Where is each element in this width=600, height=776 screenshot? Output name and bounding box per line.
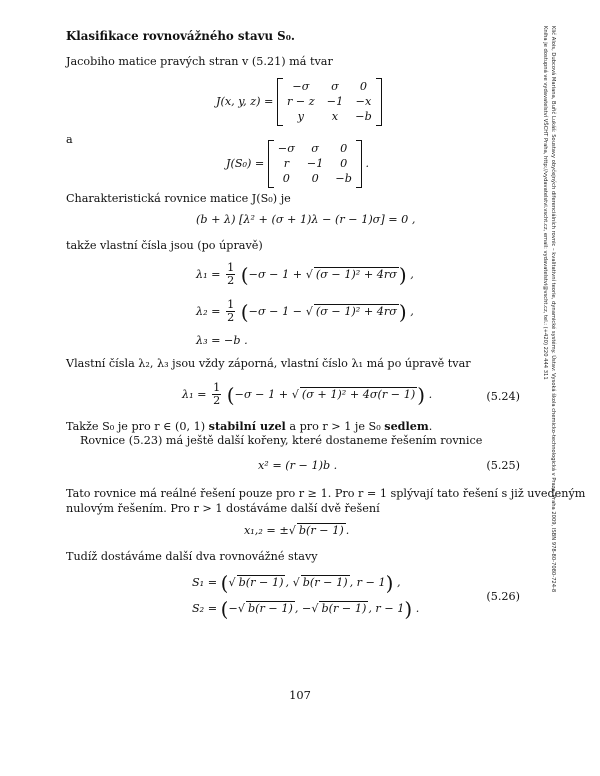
left-paren: ( [240, 262, 249, 287]
s1-end: , [397, 576, 401, 589]
equation-s2: S₂ = (−√ b(r − 1) , −√ b(r − 1) , r − 1) . [192, 597, 420, 621]
jacobian-cell-0-2: 0 [359, 80, 368, 93]
left-paren: ( [226, 382, 235, 407]
sqrt-sign: √ [228, 576, 236, 589]
s2-component-3: , r − 1 [368, 602, 405, 615]
lambda2-tail: , [410, 304, 414, 318]
jacobian-lhs: J(x, y, z) = [216, 95, 274, 108]
lambda2-prefix: −σ − 1 − [248, 304, 303, 318]
paragraph-jacobi: Jacobiho matice pravých stran v (5.21) má tvar [66, 55, 333, 68]
lambda2-radicand: (σ − 1)² + 4rσ [315, 304, 397, 318]
right-paren: ) [398, 262, 407, 287]
s0-saddle: sedlem [384, 419, 429, 433]
right-paren: ) [398, 299, 407, 324]
jacobian-s0-cell-0-2: 0 [340, 142, 348, 155]
equation-characteristic: (b + λ) [λ² + (σ + 1)λ − (r − 1)σ] = 0 , [196, 213, 416, 226]
equation-jacobian-s0 [226, 140, 369, 188]
paragraph-more-roots: Rovnice (5.23) má ještě další kořeny, které dostaneme řešením rovnice [80, 434, 483, 447]
s0-text-c: a pro r > 1 je S₀ [285, 420, 385, 433]
jacobian-cell-2-2: −b [355, 110, 372, 123]
page-number: 107 [289, 688, 311, 702]
x12-lhs: x₁,₂ = ± [244, 524, 289, 537]
word-and: a [66, 133, 73, 146]
sidebar-line-2: Kniha je dostupná ve vydavatelství VŠCHT Praha, http://vydavatelstvi.vscht.cz, email: vydavatelstvi@vscht.cz, tel.: (+420) 220 444 311 [542, 26, 549, 380]
right-paren: ) [417, 382, 426, 407]
paragraph-real-line2: nulovým řešením. Pro r > 1 dostáváme další dvě řešení [66, 502, 380, 515]
equation-number-5-25: (5.25) [486, 459, 520, 472]
jacobian-matrix-grid [283, 79, 376, 125]
fraction-half [212, 382, 221, 408]
eq524-lhs: λ₁ = [182, 387, 207, 401]
left-paren: ( [220, 571, 229, 595]
fraction-denominator: 2 [227, 311, 235, 325]
s2-lhs: S₂ = [192, 602, 218, 615]
s2-component-2: b(r − 1) [321, 602, 367, 615]
right-paren: ) [404, 597, 413, 621]
sqrt-sign: √ [237, 602, 245, 615]
s1-component-1: b(r − 1) [238, 576, 284, 589]
jacobian-cell-1-2: −x [355, 95, 372, 108]
lambda1-tail: , [410, 267, 414, 281]
paragraph-eigenvalues: takže vlastní čísla jsou (po úpravě) [66, 239, 263, 252]
sqrt-sign: √ [311, 602, 319, 615]
matrix-right-bracket [376, 78, 382, 126]
fraction-half [226, 299, 235, 325]
jacobian-s0-cell-2-2: −b [335, 172, 352, 185]
s2-end: . [415, 602, 420, 615]
s0-stable-node: stabilní uzel [208, 419, 286, 433]
jacobian-cell-1-0: r − z [286, 95, 315, 108]
jacobian-s0-lhs: J(S₀) = [226, 157, 265, 170]
copyright-sidebar-text [541, 26, 556, 746]
jacobian-cell-0-0: −σ [292, 80, 310, 93]
equation-lambda3: λ₃ = −b . [196, 334, 248, 347]
paragraph-real-line1: Tato rovnice má reálné řešení pouze pro r ≥ 1. Pro r = 1 splývají tato řešení s již uvedeným [66, 487, 586, 500]
jacobian-s0-cell-1-2: 0 [340, 157, 348, 170]
jacobian-matrix [277, 78, 382, 126]
sqrt-sign: √ [291, 387, 299, 401]
eq524-prefix: −σ − 1 + [234, 387, 289, 401]
jacobian-cell-2-0: y [297, 110, 304, 123]
paragraph-s0-classification [66, 419, 432, 434]
sqrt-sign: √ [288, 524, 296, 537]
paragraph-two-states: Tudíž dostáváme další dva rovnovážné stavy [66, 550, 318, 563]
jacobian-s0-cell-1-1: −1 [306, 157, 324, 170]
jacobian-s0-cell-1-0: r [283, 157, 290, 170]
lambda1-radicand: (σ − 1)² + 4rσ [315, 267, 397, 281]
fraction-half [226, 262, 235, 288]
equation-5-24 [182, 382, 432, 408]
lambda1-prefix: −σ − 1 + [248, 267, 303, 281]
minus-sign: − [301, 602, 312, 615]
equation-x12 [244, 523, 349, 538]
equation-s1: S₁ = (√ b(r − 1) , √ b(r − 1) , r − 1) , [192, 571, 401, 595]
jacobian-s0-cell-0-1: σ [311, 142, 319, 155]
jacobian-s0-matrix [268, 140, 362, 188]
equation-lambda1 [196, 262, 414, 288]
equation-number-5-24: (5.24) [486, 390, 520, 403]
jacobian-s0-matrix-grid [274, 141, 356, 187]
paragraph-negative: Vlastní čísla λ₂, λ₃ jsou vždy záporná, vlastní číslo λ₁ má po úpravě tvar [66, 357, 471, 370]
fraction-denominator: 2 [227, 274, 235, 288]
section-heading: Klasifikace rovnovážného stavu S₀. [66, 29, 295, 43]
sqrt-sign: √ [305, 304, 313, 318]
equation-jacobian [216, 78, 382, 126]
jacobian-cell-1-1: −1 [326, 95, 344, 108]
s0-text-e: . [428, 420, 433, 433]
fraction-numerator: 1 [227, 298, 235, 311]
sqrt-sign: √ [292, 576, 300, 589]
fraction-numerator: 1 [227, 261, 235, 274]
fraction-denominator: 2 [213, 394, 221, 408]
jacobian-s0-cell-2-1: 0 [311, 172, 319, 185]
eq524-radicand: (σ + 1)² + 4σ(r − 1) [301, 387, 416, 401]
matrix-right-bracket [356, 140, 362, 188]
equation-number-5-26: (5.26) [486, 590, 520, 603]
sqrt-sign: √ [305, 267, 313, 281]
left-paren: ( [240, 299, 249, 324]
copyright-sidebar [542, 26, 578, 746]
equation-5-25: x² = (r − 1)b . [258, 459, 338, 472]
paragraph-characteristic: Charakteristická rovnice matice J(S₀) je [66, 192, 291, 205]
s2-component-1: b(r − 1) [247, 602, 293, 615]
jacobian-s0-cell-0-0: −σ [277, 142, 295, 155]
s1-lhs: S₁ = [192, 576, 218, 589]
equation-lambda2 [196, 299, 414, 325]
jacobian-cell-0-1: σ [331, 80, 339, 93]
x12-radicand: b(r − 1) [298, 524, 344, 537]
sidebar-line-1: Klič Alois, Dubcová Mariana, Buřič Lukáš: Soustavy obyčejných diferenciálních rovnic – kvalitativní teorie, dynamické systémy. Ústav: Vysoká škola chemicko-technologická v Praze, Praha 2009, ISBN 978-80-7080-724-8 [550, 26, 556, 593]
jacobian-cell-2-1: x [331, 110, 339, 123]
lambda1-lhs: λ₁ = [196, 267, 221, 281]
lambda2-lhs: λ₂ = [196, 304, 221, 318]
eq524-tail: . [428, 387, 433, 401]
fraction-numerator: 1 [213, 381, 221, 394]
s1-component-3: , r − 1 [349, 576, 386, 589]
left-paren: ( [220, 597, 229, 621]
jacobian-s0-cell-2-0: 0 [282, 172, 290, 185]
s0-text-a: Takže S₀ je pro r ∈ (0, 1) [66, 420, 209, 433]
right-paren: ) [385, 571, 394, 595]
s1-component-2: b(r − 1) [302, 576, 348, 589]
x12-tail: . [345, 524, 350, 537]
minus-sign: − [228, 602, 238, 615]
jacobian-s0-tail: . [365, 157, 370, 170]
